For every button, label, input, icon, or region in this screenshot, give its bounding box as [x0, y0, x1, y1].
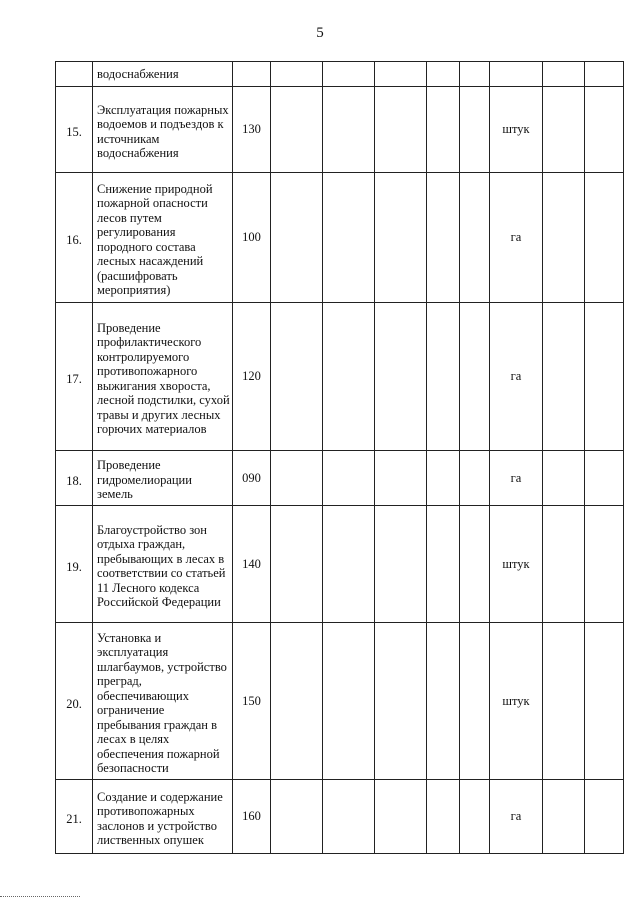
table-row — [56, 506, 624, 623]
row-description: Снижение природной пожарной опасности лесов путем регулирования породного состава лесных насаждений (расшифровать мероприятия) — [93, 173, 233, 303]
row-number: 15. — [56, 87, 93, 173]
page-number: 5 — [316, 25, 324, 41]
row-code: 140 — [233, 506, 271, 623]
table-row — [56, 173, 624, 303]
row-code: 130 — [233, 87, 271, 173]
row-description: Установка и эксплуатация шлагбаумов, устройство преград, обеспечивающих ограничение пребывания граждан в лесах в целях обеспечения пожарной безопасности — [93, 623, 233, 780]
row-number: 18. — [56, 451, 93, 506]
table-row — [56, 451, 624, 506]
row-description: Благоустройство зон отдыха граждан, пребывающих в лесах в соответствии со статьей 11 Лесного кодекса Российской Федерации — [93, 506, 233, 623]
row-number: 16. — [56, 173, 93, 303]
table-row — [56, 303, 624, 451]
scan-edge-mark — [0, 896, 80, 900]
row-code: 150 — [233, 623, 271, 780]
row-description: Эксплуатация пожарных водоемов и подъездов к источникам водоснабжения — [93, 87, 233, 173]
row-number: 17. — [56, 303, 93, 451]
row-code: 160 — [233, 780, 271, 854]
measures-table — [55, 61, 624, 854]
unit-cell — [490, 62, 543, 87]
row-unit: штук — [490, 623, 543, 780]
row-unit: га — [490, 780, 543, 854]
table-row — [56, 623, 624, 780]
row-description: Проведение профилактического контролируемого противопожарного выжигания хвороста, лесной подстилки, сухой травы и других лесных горючих материалов — [93, 303, 233, 451]
code-cell — [233, 62, 271, 87]
table-row — [56, 87, 624, 173]
desc-cell: водоснабжения — [93, 62, 233, 87]
row-unit: штук — [490, 87, 543, 173]
row-description: Проведение гидромелиорации земель — [93, 451, 233, 506]
row-code: 100 — [233, 173, 271, 303]
row-number: 21. — [56, 780, 93, 854]
row-number: 20. — [56, 623, 93, 780]
table-row-continuation — [56, 62, 624, 87]
row-code: 090 — [233, 451, 271, 506]
row-description: Создание и содержание противопожарных заслонов и устройство лиственных опушек — [93, 780, 233, 854]
row-unit: штук — [490, 506, 543, 623]
num-cell — [56, 62, 93, 87]
row-unit: га — [490, 303, 543, 451]
row-code: 120 — [233, 303, 271, 451]
row-unit: га — [490, 173, 543, 303]
table-row — [56, 780, 624, 854]
row-number: 19. — [56, 506, 93, 623]
row-unit: га — [490, 451, 543, 506]
